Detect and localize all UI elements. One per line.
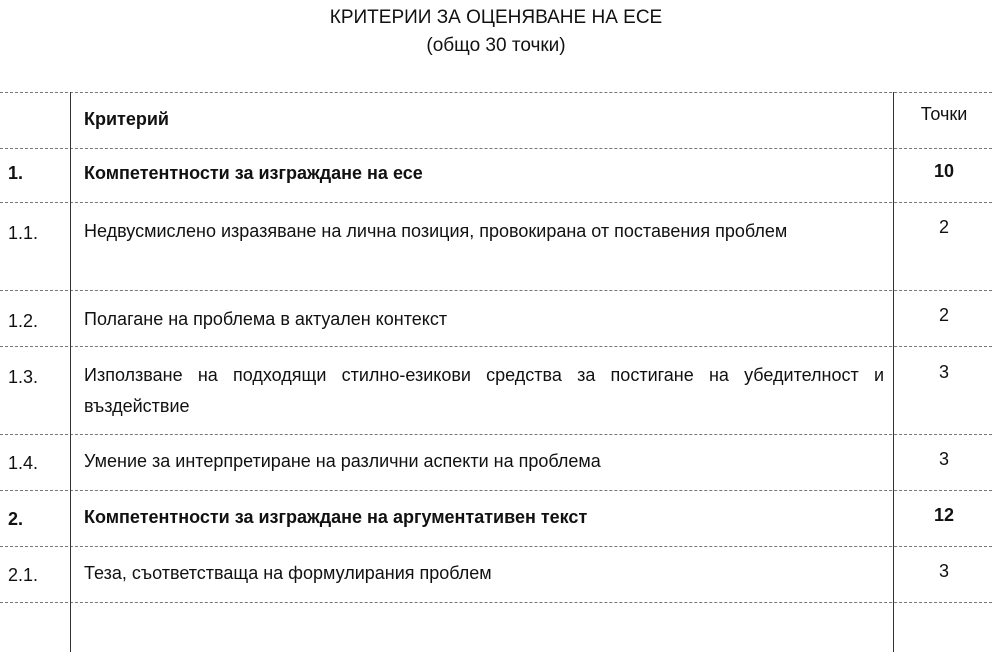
row-points: 3: [938, 449, 949, 469]
row-criterion: Компетентности за изграждане на аргументативен текст: [84, 507, 588, 527]
row-points: 3: [938, 362, 949, 382]
row-points: 10: [933, 161, 955, 181]
row-criterion: Теза, съответстваща на формулирания проблем: [84, 563, 492, 583]
row-number: 2.: [8, 509, 24, 529]
row-divider: [0, 202, 992, 203]
row-divider: [0, 290, 992, 291]
row-points: 3: [938, 561, 949, 581]
row-points: 2: [938, 217, 949, 237]
column-divider: [893, 92, 894, 652]
document-title: КРИТЕРИИ ЗА ОЦЕНЯВАНЕ НА ЕСЕ: [329, 7, 663, 28]
row-number: 1.4.: [8, 453, 39, 473]
row-criterion: Полагане на проблема в актуален контекст: [84, 309, 448, 329]
row-criterion: Използване на подходящи стилно-езикови средства за постигане на убедителност и въздействие: [84, 365, 884, 416]
column-divider: [70, 92, 71, 652]
row-divider: [0, 92, 992, 93]
row-number: 2.1.: [8, 565, 39, 585]
row-number: 1.: [8, 163, 24, 183]
row-divider: [0, 602, 992, 603]
header-criterion: Критерий: [84, 109, 169, 129]
row-criterion: Умение за интерпретиране на различни аспекти на проблема: [84, 451, 601, 471]
row-points: 12: [933, 505, 955, 525]
header-points: Точки: [920, 104, 968, 124]
row-divider: [0, 434, 992, 435]
row-divider: [0, 490, 992, 491]
row-divider: [0, 346, 992, 347]
row-number: 1.1.: [8, 223, 39, 243]
row-number: 1.3.: [8, 367, 39, 387]
row-divider: [0, 148, 992, 149]
document-subtitle: (общо 30 точки): [426, 35, 566, 56]
row-criterion: Недвусмислено изразяване на лична позиция, провокирана от поставения проблем: [84, 221, 788, 241]
row-divider: [0, 546, 992, 547]
row-points: 2: [938, 305, 949, 325]
row-number: 1.2.: [8, 311, 39, 331]
row-criterion: Компетентности за изграждане на есе: [84, 163, 423, 183]
